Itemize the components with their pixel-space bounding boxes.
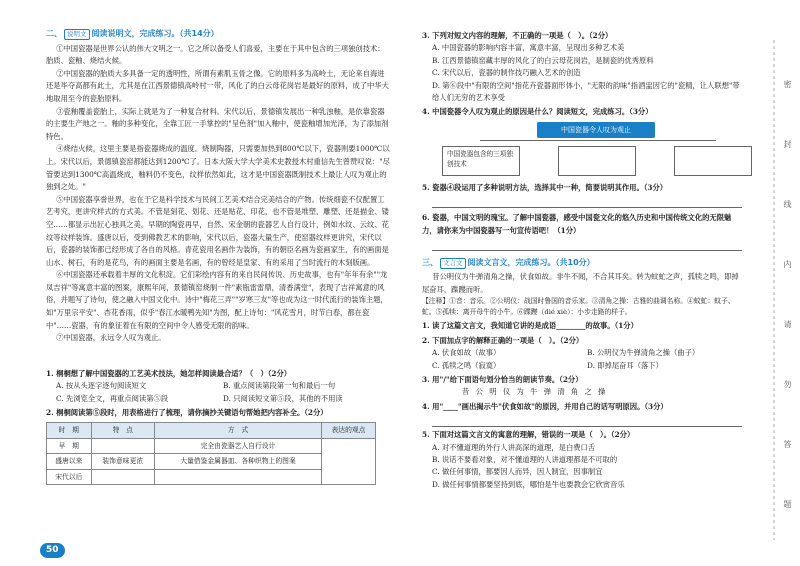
margin-label: 封 — [783, 140, 792, 148]
option[interactable]: D. 即掉尾奋耳（落下） — [587, 360, 663, 370]
rhythm-line[interactable]: 昔 公 明 仪 为 牛 弹 清 角 之 操 — [462, 387, 608, 397]
diagram-connector — [480, 140, 716, 141]
cq-4: 4. 用"____"画出揭示牛"伏食如故"的原因，并用自己的话写明原因。（3分） — [422, 401, 668, 411]
paragraph: ②中国瓷器的胎质大多具备一定的透明性，所谓有素肌玉骨之像。它的原料多为高岭土，无论来自海进还是毕夺高都有此土，尤其是在江西景德镇高岭村一带，风化了的白云母花岗岩是最好的原料，成了中华大地取用至今的瓷胎原料。 — [46, 68, 389, 103]
passage — [46, 43, 390, 366]
paragraph: ④烧结火候，这里主要是指瓷器烧成的温度。烧制陶器，只需要加热到800℃以下，瓷器则要1000℃以上。宋代以后，景德镇瓷窑都能达到1200℃了。日本大阪大学大学美术史教授木村重信先生曾赞叹说："尽管要达到1300℃高温烧成，釉料仍不变色，纹样依然如此，这才是中国瓷器既制技术上最让人叹为观止的独到之处。" — [46, 144, 390, 192]
cq-3: 3. 用"/"给下面语句划分恰当的朗读节奏。（2分） 昔 公 明 仪 为 牛 弹 清 角 之 操 — [422, 374, 742, 399]
paragraph: ⑤中国瓷器享誉世界，也在于它是科学技术与民间工艺美术结合完美结合的产物。传统细瓷不仅配置工艺考究，更讲究样式的方式美。不管是刻花、划花、还是贴花、印花，也不管是堆塑、雕塑、还是描金、镂空……都显示出匠心独具之美。早期的陶瓷再早，自然、宋金朝的瓷器艺人自行设计，例如水纹、云纹、花纹等纹样装饰。盛唐以后，受到佛教艺术的影响，宋代以后，瓷器大量生产，使窑器纹样更讲究，宋代以后，瓷器的装饰都已经形成了各自的风格。青花瓷用名画作为装饰，有的朝臣名画为瓷画家生，有的画面是山水、树石，有的是花鸟，有的画面主要是名画，有的曾经是皇家、有的采用了当时流行的木刻版画。 — [46, 194, 389, 267]
margin-label: 答 — [783, 440, 792, 448]
question-1: 1. 桐桐想了解中国瓷器的工艺美术技法，她怎样阅读最合适？（ ）（2分） A. 按从头逐字逐句阅读短文 B. 重点阅读第段第一句和最后一句 C. 先浏览全文，再重点阅读第⑤段 D. 只阅读短文第⑤段，其他的不用读 — [46, 368, 390, 406]
margin-label: 线 — [783, 200, 792, 208]
question-6: 6. 瓷器，中国文明的瑰宝。了解中国瓷器，感受中国瓷文化的悠久历史和中国传统文化的无限魅力，请你来为中国瓷器写一句宣传语吧！（1分） — [422, 213, 732, 235]
option[interactable]: C. 做任何事情，都要因人而异，因人制宜，因事制宜 — [432, 467, 603, 477]
margin-label: 请 — [783, 320, 792, 328]
option[interactable]: C. 宋代以后，瓷器的制作技巧融入艺术的创造 — [432, 68, 581, 78]
question-4: 4. 中国瓷器令人叹为观止的原因是什么？阅读短文，完成练习。（3分） — [422, 107, 653, 117]
answer-line[interactable] — [432, 239, 742, 251]
option[interactable]: D. 第⑥段中"有限的空间"指花卉瓷器面形体小，"无限的韵味"指酒盅因它的"瓷精，让人联想"带给人们无穷的艺术享受 — [432, 80, 740, 103]
question-3: 3. 下列对短文内容的理解，不正确的一项是（ ）。（2分） A. 中国瓷器的影响内容丰富，寓意丰富，呈现出多种艺术美 B. 江西景德镇窑藏丰厚的风化了的白云母花岗岩，是制瓷的优秀原料 C. 宋代以后，瓷器的制作技巧融入艺术的创造 D. 第⑥段中"有限的空间"指花卉瓷器面形体小，"无限的韵味"指酒盅因它的"瓷精，让人联想"带给人们无穷的艺术享受 — [422, 30, 742, 104]
answer-line[interactable] — [432, 196, 742, 208]
option[interactable]: D. 只阅读短文第⑤段，其他的不用读 — [223, 393, 343, 403]
summary-table — [46, 422, 376, 485]
notes: 【注释】①音：音乐。②公明仪：战国时鲁国的音乐家。③清角之操：古雅的曲调名称。④蚊虻：蚊子、虻。⑤孤犊：离开母牛的小牛。⑥蹀躞（dié xiè）：小步走路的样子。 — [422, 297, 735, 317]
cq-2: 2. 下面加点字的解释正确的一项是（ ）。（2分） A. 伏食如故（故事） B. 公明仪为牛弹清角之操（曲子） C. 孤犊之鸣（寂寞） D. 即掉尾奋耳（落下） — [422, 335, 742, 372]
option[interactable]: C. 先浏览全文，再重点阅读第⑤段 — [56, 393, 169, 403]
table-row: 宋代以后 — [47, 469, 376, 485]
table-row: 早 期 完全由瓷器艺人自行设计 — [47, 438, 376, 454]
option[interactable]: D. 做任何事情都要坚持到底，哪怕是牛也要教会它欣赏音乐 — [432, 479, 625, 489]
table-header: 方 式 — [154, 422, 321, 438]
option[interactable]: B. 公明仪为牛弹清角之操（曲子） — [587, 348, 700, 358]
margin-label: 勿 — [783, 380, 792, 388]
paragraph: ①中国瓷器是世界公认的伟大文明之一。它之所以备受人们喜爱，主要在于其中包含的三项独创技术：胎质、瓷釉、烧结火候。 — [46, 43, 385, 66]
diagram-box-blank[interactable] — [558, 146, 636, 176]
paragraph: ⑦中国瓷器，永远令人叹为观止。 — [56, 333, 166, 343]
option[interactable]: A. 中国瓷器的影响内容丰富，寓意丰富，呈现出多种艺术美 — [432, 43, 625, 53]
paragraph: ③瓷釉覆盖瓷胎上，实际上就是为了一种复合材料。宋代以后，景德镇发展出一种乳浊釉，是依靠瓷器的主要生产地之一。釉的多种变化，全靠工匠一手掌控的"呈色剂"加入釉中，使瓷釉增加光泽，为了添加剂特色。 — [46, 106, 389, 141]
right-page — [400, 0, 800, 566]
answer-line[interactable] — [432, 415, 742, 427]
option[interactable]: B. 说话不要看对象，对不懂道理的人讲道理都是不可取的 — [432, 454, 618, 464]
option[interactable]: A. 对不懂道理的外行人讲高深的道理，是白费口舌 — [432, 442, 596, 452]
cq-1: 1. 读了这篇文言文，我知道它讲的是成语________的故事。（1分） — [422, 321, 638, 331]
cq-5: 5. 下面对这篇文言文的寓意的理解，错误的一项是（ ）。（2分） A. 对不懂道理的外行人讲高深的道理，是白费口舌 B. 说话不要看对象，对不懂道理的人讲道理都是不可取的 C. 做任何事情，都要因人而异，因人制宜，因事制宜 D. 做任何事情都要坚持到底，哪怕是牛也要教会它欣赏音乐 — [422, 429, 742, 491]
page-number: 50 — [40, 543, 65, 558]
paragraph: ⑥中国瓷器还承载着丰厚的文化积淀。它们彩绘内容有的来自民间传说、历史故事，也有"年年有余""龙凤吉祥"等寓意丰富的图案，康熙年间，景德镇窑烧制一件"素瓶雷雷鼎，清香满堂"，表现了吉祥寓意的风俗，并题写了诗句，使之融入中国文化中。诗中"梅花三弄""岁寒三友"等也成为这一时代流行的装饰主题，如"万里宗平安"、杏花香雨，似乎"春江水暖鸭先知"为图，配上诗句："风花雪月，时节白春，都在瓷中"……瓷器，有的象征着在有限的空间中令人感受无限的韵味。 — [46, 270, 388, 330]
question-5: 5. 瓷器④段运用了多种说明方法，选择其中一种，简要说明其作用。（3分） — [422, 182, 668, 192]
margin-label: 密 — [783, 80, 792, 88]
section-tag: 说明文 — [64, 29, 90, 40]
option[interactable]: A. 伏食如故（故事） — [432, 348, 501, 358]
table-header: 表达的观点 — [321, 422, 375, 438]
diagram-box: 中国瓷器包含的三项独创技术 — [442, 146, 520, 176]
option[interactable]: A. 按从头逐字逐句阅读短文 — [56, 381, 147, 391]
option[interactable]: B. 江西景德镇窑藏丰厚的风化了的白云母花岗岩，是制瓷的优秀原料 — [432, 55, 654, 65]
concept-diagram — [442, 122, 742, 180]
section-tag: 文言文 — [440, 258, 466, 269]
diagram-box-blank[interactable] — [674, 146, 752, 176]
table-header: 时 期 — [47, 422, 92, 438]
option[interactable]: B. 重点阅读第段第一句和最后一句 — [223, 381, 336, 391]
section-title-expository: 二、 说明文 阅读说明文，完成练习。（共14分） — [46, 29, 219, 38]
seal-margin — [744, 0, 800, 566]
table-row: 盛唐以来 装饰意味更浓 大量借鉴金属器皿、各种织物上的图案 — [47, 454, 376, 470]
option[interactable]: C. 孤犊之鸣（寂寞） — [432, 360, 501, 370]
diagram-title: 中国瓷器令人叹为观止 — [537, 122, 655, 138]
margin-label: 内 — [783, 260, 792, 268]
margin-label: 题 — [783, 500, 792, 508]
table-header: 特 点 — [91, 422, 154, 438]
classical-passage: 昔公明仪为牛弹清角之操，伏食如故。非牛不闻，不合其耳矣。转为蚊虻之声，孤犊之鸣，即掉尾奋耳，蹀躞而听。 — [422, 272, 739, 294]
section-title-classical: 三、 文言文 阅读文言文，完成练习。（共10分） — [422, 258, 595, 268]
question-2: 2. 桐桐阅读第⑤段时，用表格进行了梳理，请你摘抄关键语句帮她把内容补全。（2分） — [46, 408, 328, 418]
